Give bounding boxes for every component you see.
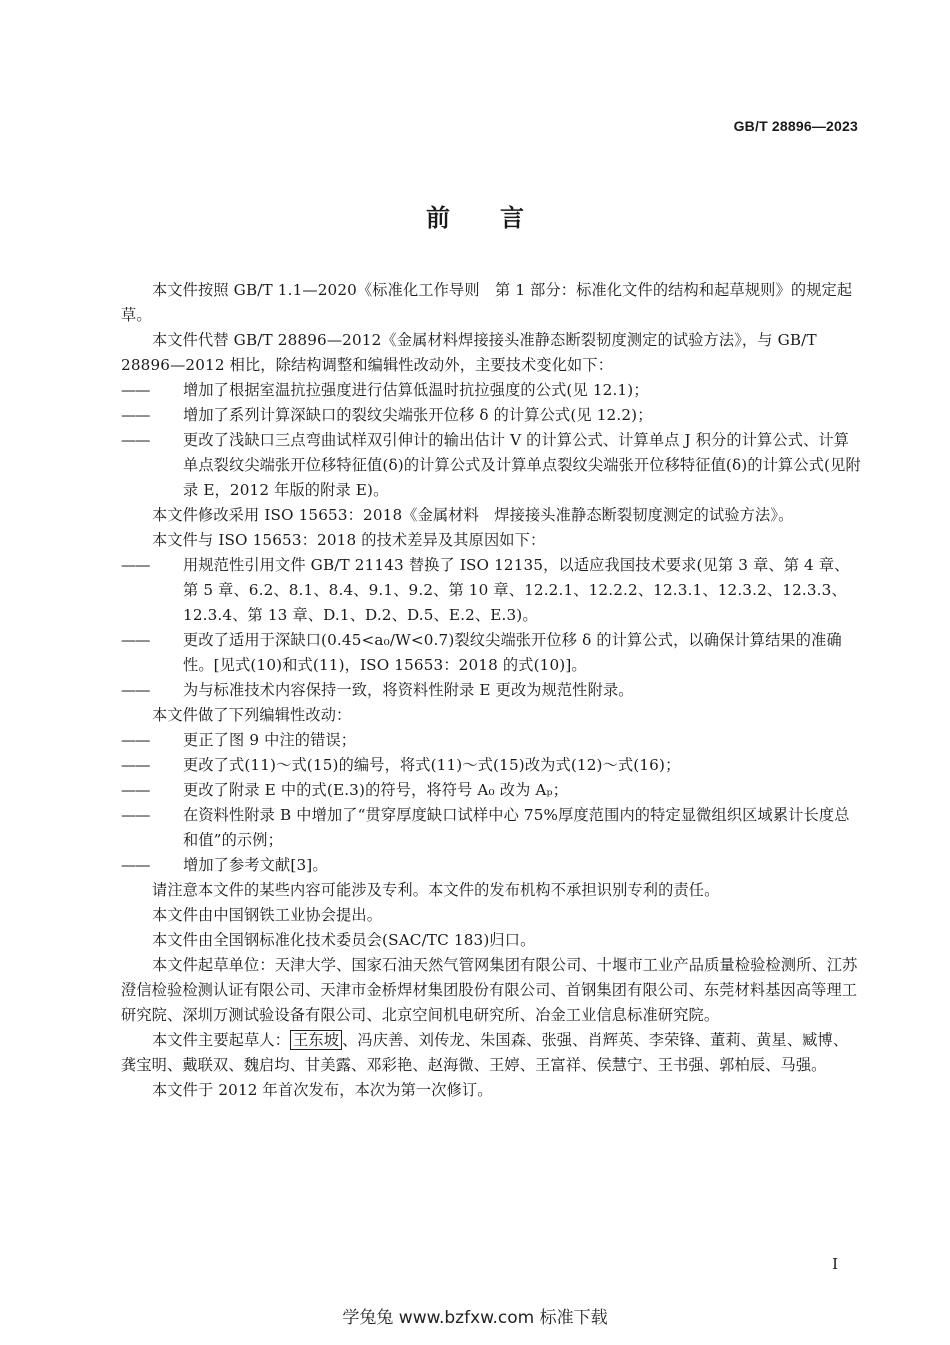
item-text: 用规范性引用文件 GB/T 21143 替换了 ISO 12135，以适应我国技术要求(见第 3 章、第 4 章、第 5 章、6.2、8.1、8.4、9.1、9.2、第 10 章、12.2.1、12.2.2、12.3.1、12.3.2、12.3.3、12.3.4、第 13 章、D.1、D.2、D.5、E.2、E.3)。 (183, 556, 850, 624)
page-title: 前言 (426, 204, 574, 232)
drafters-prefix: 本文件主要起草人： (152, 1031, 291, 1049)
list-item (121, 853, 861, 878)
paragraph: 本文件按照 GB/T 1.1—2020《标准化工作导则 第 1 部分：标准化文件的结构和起草规则》的规定起草。 (121, 281, 853, 324)
item-text: 更改了浅缺口三点弯曲试样双引伸计的输出估计 V 的计算公式、计算单点 J 积分的计算公式、计算单点裂纹尖端张开位移特征值(δ)的计算公式及计算单点裂纹尖端张开位移特征值(δ)的计算公式(见附录 E，2012 年版的附录 E)。 (183, 431, 861, 499)
item-text: 为与标准技术内容保持一致，将资料性附录 E 更改为规范性附录。 (183, 681, 634, 699)
item-text: 更正了图 9 中注的错误； (183, 731, 357, 749)
list-item (121, 428, 861, 503)
item-text: 增加了根据室温抗拉强度进行估算低温时抗拉强度的公式(见 12.1)； (183, 381, 649, 399)
paragraph: 本文件由全国钢标准化技术委员会(SAC/TC 183)归口。 (152, 931, 536, 949)
item-text: 增加了参考文献[3]。 (183, 856, 328, 874)
list-item (121, 678, 861, 703)
item-text: 在资料性附录 B 中增加了“贯穿厚度缺口试样中心 75%厚度范围内的特定显微组织区域累计长度总和值”的示例； (183, 806, 850, 849)
final-paragraph: 本文件于 2012 年首次发布，本次为第一次修订。 (152, 1081, 493, 1099)
paragraph: 本文件代替 GB/T 28896—2012《金属材料焊接接头准静态断裂韧度测定的试验方法》，与 GB/T 28896—2012 相比，除结构调整和编辑性改动外，主要技术变化如下： (121, 331, 817, 374)
list-item (121, 378, 861, 403)
drafters-rest: 、冯庆善、刘传龙、朱国森、张强、肖辉英、李荣锋、董莉、黄星、臧博、龚宝明、戴联双、魏启均、甘美露、邓彩艳、赵海微、王婷、王富祥、侯慧宁、王书强、郭柏辰、马强。 (121, 1031, 849, 1074)
item-text: 增加了系列计算深缺口的裂纹尖端张开位移 δ 的计算公式(见 12.2)； (183, 406, 653, 424)
item-dash: —— (121, 856, 150, 874)
item-dash: —— (121, 756, 150, 774)
paragraph: 请注意本文件的某些内容可能涉及专利。本文件的发布机构不承担识别专利的责任。 (152, 881, 720, 899)
item-text: 更改了适用于深缺口(0.45<a₀/W<0.7)裂纹尖端张开位移 δ 的计算公式，以确保计算结果的准确性。[见式(10)和式(11)，ISO 15653：2018 的式(10)]。 (183, 631, 842, 674)
item-dash: —— (121, 731, 150, 749)
list-item (121, 553, 861, 628)
page-number: I (832, 1255, 838, 1273)
paragraph: 本文件由中国钢铁工业协会提出。 (152, 906, 383, 924)
item-dash: —— (121, 381, 150, 399)
paragraph: 本文件与 ISO 15653：2018 的技术差异及其原因如下： (152, 531, 546, 549)
item-dash: —— (121, 681, 150, 699)
item-dash: —— (121, 556, 150, 574)
item-text: 更改了附录 E 中的式(E.3)的符号，将符号 A₀ 改为 Aₚ； (183, 781, 569, 799)
paragraph: 本文件起草单位：天津大学、国家石油天然气管网集团有限公司、十堰市工业产品质量检验检测所、江苏澄信检验检测认证有限公司、天津市金桥焊材集团股份有限公司、首钢集团有限公司、东莞材料基因高等理工研究院、深圳万测试验设备有限公司、北京空间机电研究所、冶金工业信息标准研究院。 (121, 956, 858, 1024)
list-item (121, 728, 861, 753)
list-item (121, 803, 861, 853)
item-dash: —— (121, 806, 150, 824)
paragraph: 本文件修改采用 ISO 15653：2018《金属材料 焊接接头准静态断裂韧度测定的试验方法》。 (152, 506, 794, 524)
list-item (121, 403, 861, 428)
paragraph-list (121, 278, 861, 1028)
drafters-paragraph (121, 1028, 861, 1078)
standard-code: GB/T 28896—2023 (733, 118, 858, 134)
foreword-body (121, 278, 861, 1103)
item-dash: —— (121, 631, 150, 649)
item-text: 更改了式(11)～式(15)的编号，将式(11)～式(15)改为式(12)～式(16)； (183, 756, 681, 774)
item-dash: —— (121, 406, 150, 424)
paragraph: 本文件做了下列编辑性改动： (152, 706, 352, 724)
list-item (121, 753, 861, 778)
list-item (121, 778, 861, 803)
item-dash: —— (121, 781, 150, 799)
item-dash: —— (121, 431, 150, 449)
list-item (121, 628, 861, 678)
watermark: 学兔兔 www.bzfxw.com 标准下载 (342, 1308, 608, 1328)
drafter-highlighted: 王东坡 (290, 1030, 342, 1050)
